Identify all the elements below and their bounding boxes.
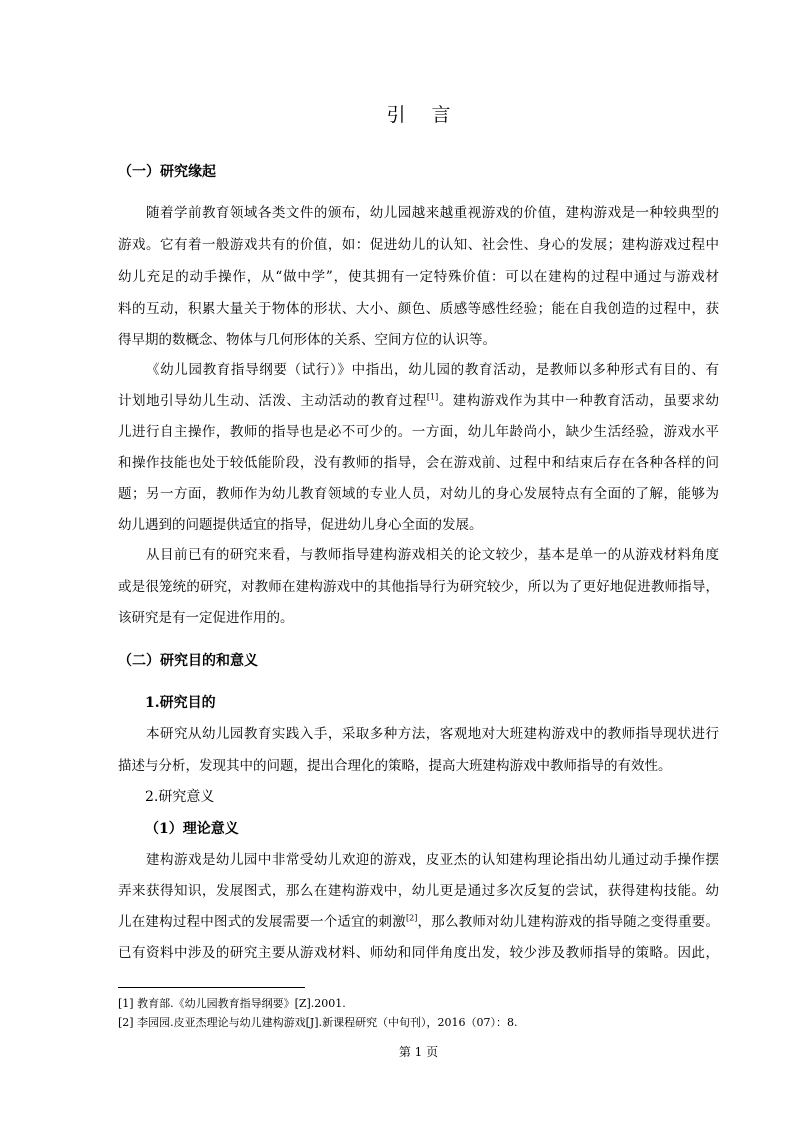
paragraph-line: 从目前已有的研究来看，与教师指导建构游戏相关的论文较少，基本是单一的从游戏材料角度	[146, 547, 719, 563]
paragraph-line: 得早期的数概念、物体与几何形体的关系、空间方位的认识等。	[118, 332, 496, 348]
paragraph-line: 料的互动，积累大量关于物体的形状、大小、颜色、质感等感性经验；能在自我创造的过程中，获	[118, 301, 719, 317]
paragraph-line: 《幼儿园教育指导纲要（试行）》中指出，幼儿园的教育活动，是教师以多种形式有目的、有	[146, 362, 719, 378]
footnote: [2] 李园园.皮亚杰理论与幼儿建构游戏[J].新课程研究（中旬刊），2016（07）：8.	[118, 1016, 518, 1029]
footnote-separator	[118, 987, 305, 988]
section-heading: （二）研究目的和意义	[118, 653, 258, 669]
subsection-heading: 2.研究意义	[145, 789, 215, 805]
line-text: 。建构游戏作为其中一种教育活动，虽要求幼	[438, 393, 720, 409]
paragraph-line: 弄来获得知识，发展图式，那么在建构游戏中，幼儿更是通过多次反复的尝试，获得建构技能。幼	[118, 883, 719, 899]
paragraph-line: 描述与分析，发现其中的问题，提出合理化的策略，提高大班建构游戏中教师指导的有效性。	[118, 758, 672, 774]
paragraph-line	[118, 912, 719, 932]
line-text: 计划地引导幼儿生动、活泼、主动活动的教育过程	[118, 393, 427, 409]
paragraph-line: 或是很笼统的研究，对教师在建构游戏中的其他指导行为研究较少，所以为了更好地促进教师指导，	[118, 579, 719, 595]
paragraph-line: 和操作技能也处于较低能阶段，没有教师的指导，会在游戏前、过程中和结束后存在各种各样的问	[118, 455, 719, 471]
footnote: [1] 教育部.《幼儿园教育指导纲要》[Z].2001.	[118, 997, 346, 1010]
paragraph-line: 随着学前教育领域各类文件的颁布，幼儿园越来越重视游戏的价值，建构游戏是一种较典型的	[146, 205, 719, 221]
line-text: ，那么教师对幼儿建构游戏的指导随之变得重要。	[417, 914, 720, 930]
subsection-heading: 1.研究目的	[145, 695, 216, 711]
paragraph-line: 本研究从幼儿园教育实践入手，采取多种方法，客观地对大班建构游戏中的教师指导现状进行	[146, 726, 719, 742]
line-text: 儿在建构过程中图式的发展需要一个适宜的刺激	[118, 914, 406, 930]
footnote-ref: [1]	[426, 392, 439, 402]
paragraph-line	[118, 391, 719, 411]
paragraph-line: 已有资料中涉及的研究主要从游戏材料、师幼和同伴角度出发，较少涉及教师指导的策略。因此，	[118, 945, 719, 961]
chapter-title: 引 言	[386, 104, 461, 126]
paragraph-line: 儿进行自主操作，教师的指导也是必不可少的。一方面，幼儿年龄尚小，缺少生活经验，游戏水平	[118, 424, 719, 440]
page-number: 第 1 页	[398, 1045, 439, 1059]
paragraph-line: 游戏。它有着一般游戏共有的价值，如：促进幼儿的认知、社会性、身心的发展；建构游戏过程中	[118, 237, 719, 253]
paragraph-line: 建构游戏是幼儿园中非常受幼儿欢迎的游戏，皮亚杰的认知建构理论指出幼儿通过动手操作摆	[146, 852, 719, 868]
section-heading: （一）研究缘起	[118, 164, 216, 180]
paragraph-line: 幼儿遇到的问题提供适宜的指导，促进幼儿身心全面的发展。	[118, 517, 483, 533]
paragraph-line: 该研究是有一定促进作用的。	[118, 610, 294, 626]
paragraph-line: 幼儿充足的动手操作，从“做中学”，使其拥有一定特殊价值：可以在建构的过程中通过与游戏材	[118, 269, 719, 285]
footnote-ref: [2]	[405, 913, 418, 923]
subsubsection-heading: （1）理论意义	[145, 821, 239, 837]
paragraph-line: 题；另一方面，教师作为幼儿教育领域的专业人员，对幼儿的身心发展特点有全面的了解，能够为	[118, 486, 719, 502]
